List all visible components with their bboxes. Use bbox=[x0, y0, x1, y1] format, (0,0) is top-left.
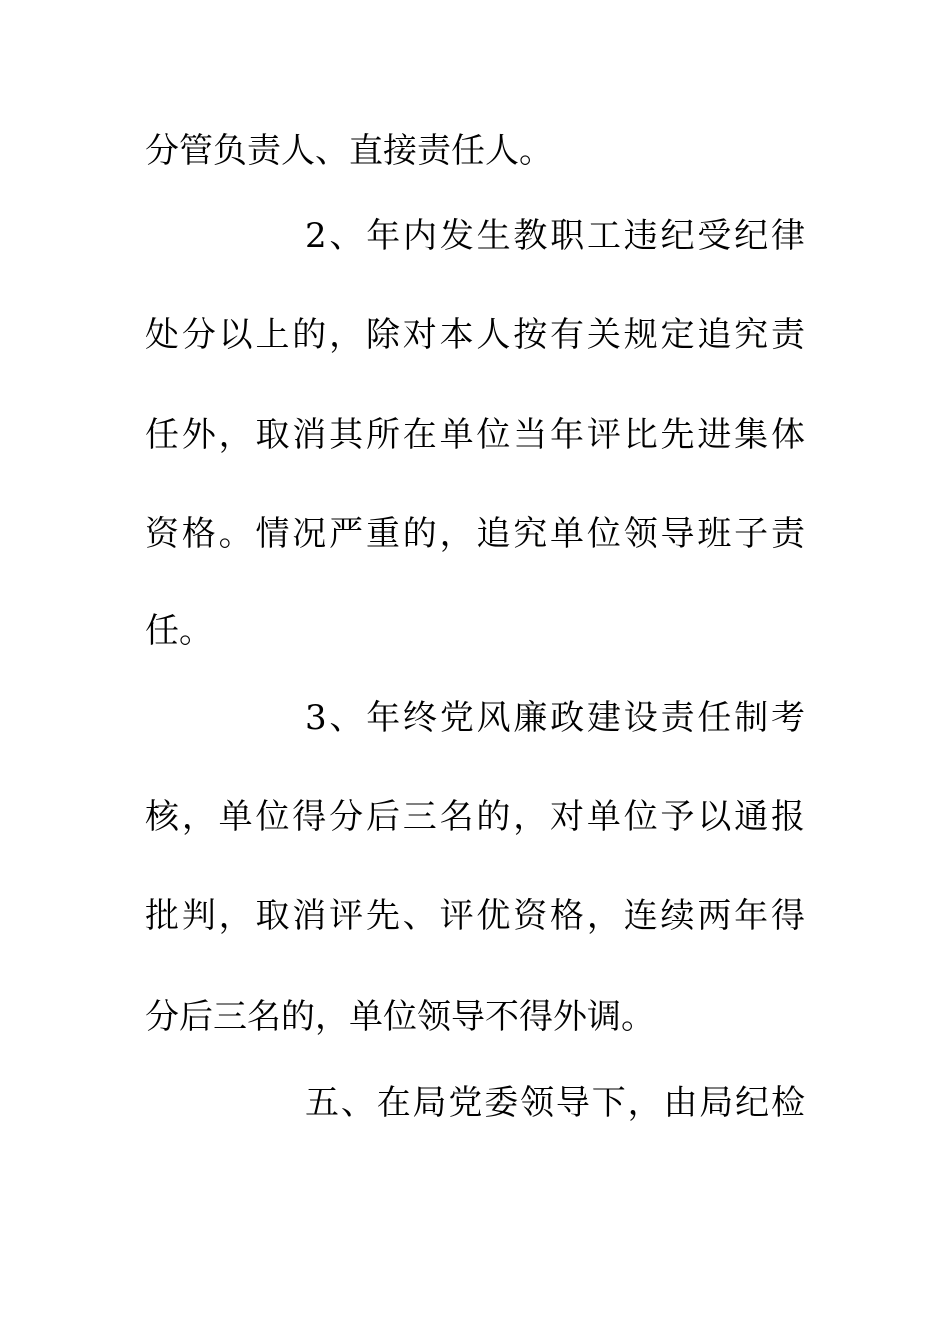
text-line: 核，单位得分后三名的，对单位予以通报 bbox=[145, 797, 805, 837]
text-line: 3、年终党风廉政建设责任制考 bbox=[305, 698, 805, 738]
text-line: 处分以上的，除对本人按有关规定追究责 bbox=[145, 315, 805, 355]
text-line: 分后三名的，单位领导不得外调。 bbox=[145, 997, 655, 1037]
text-line: 批判，取消评先、评优资格，连续两年得 bbox=[145, 896, 805, 936]
text-line: 资格。情况严重的，追究单位领导班子责 bbox=[145, 514, 805, 554]
text-line: 2、年内发生教职工违纪受纪律 bbox=[305, 216, 805, 256]
text-line: 任。 bbox=[145, 611, 213, 651]
text-line: 任外，取消其所在单位当年评比先进集体 bbox=[145, 415, 805, 455]
text-line: 分管负责人、直接责任人。 bbox=[145, 131, 553, 171]
text-line: 五、在局党委领导下，由局纪检 bbox=[305, 1083, 805, 1123]
